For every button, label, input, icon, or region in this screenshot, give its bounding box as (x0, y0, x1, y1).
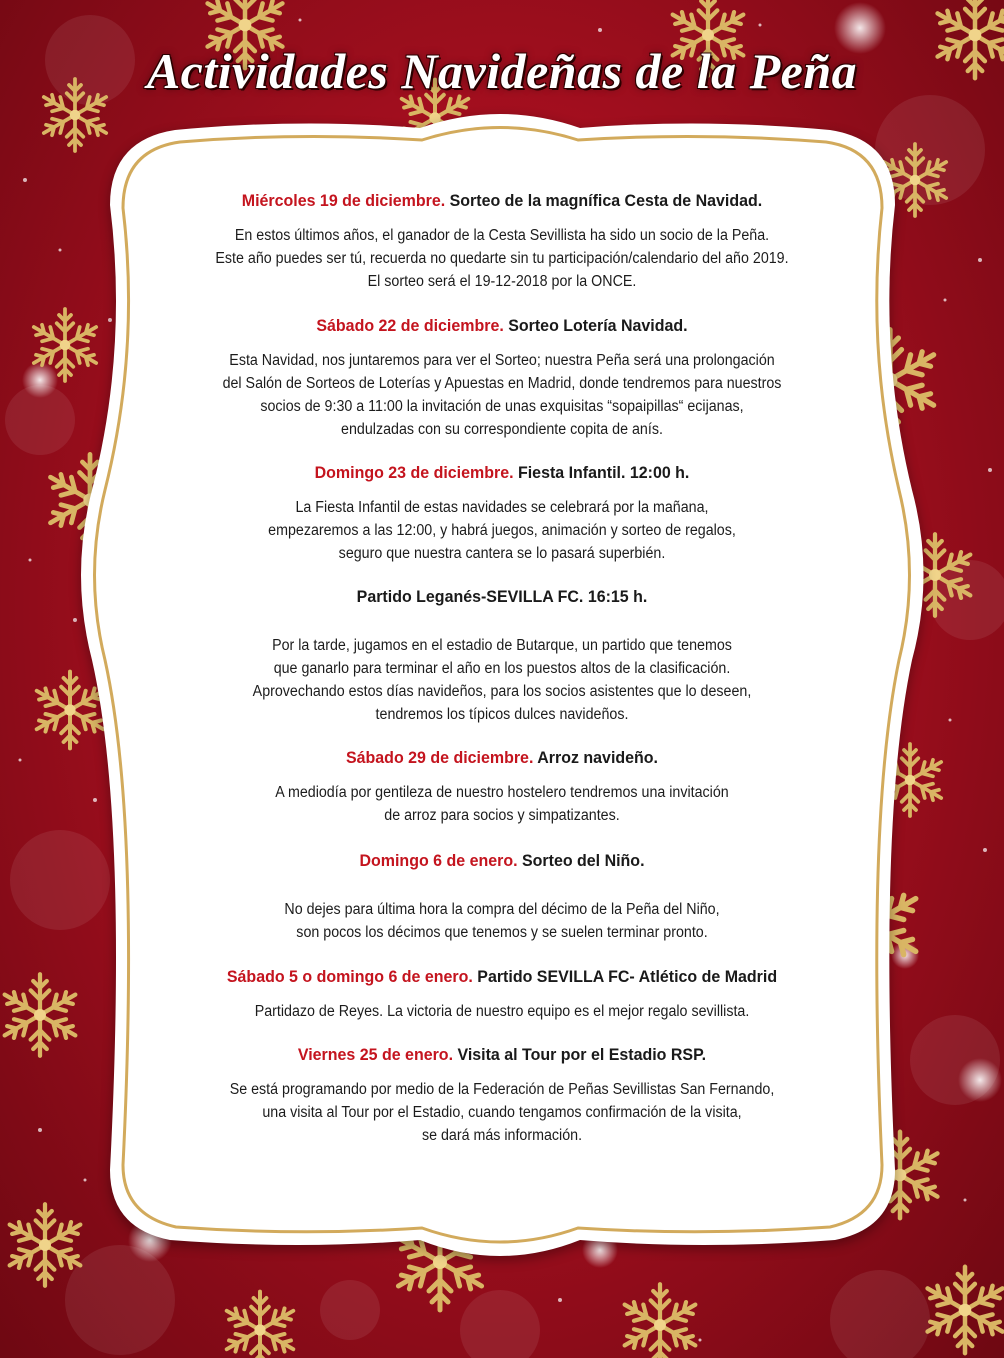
event-title: Sorteo del Niño. (521, 851, 645, 870)
event-title: Arroz navideño. (537, 748, 658, 767)
event-date: Sábado 5 o domingo 6 de enero. (226, 967, 473, 986)
event-description: Esta Navidad, nos juntaremos para ver el Sorteo; nuestra Peña será una prolongación del Salón de Sorteos de Loterías y Apuestas en Madrid, donde tendremos para nuestros socios de 9:30 a 11:00 la invitación de unas exquisitas “sopaipillas“ ecijanas, endulzadas con su correspondiente copita de anís. (222, 352, 782, 438)
event-4 (160, 584, 844, 726)
event-date: Domingo 23 de diciembre. (314, 463, 514, 482)
event-heading (181, 313, 824, 339)
event-7 (160, 964, 844, 1023)
event-title: Visita al Tour por el Estadio RSP. (457, 1045, 707, 1064)
event-description: La Fiesta Infantil de estas navidades se celebrará por la mañana, empezaremos a las 12:00, y habrá juegos, animación y sorteo de regalos, seguro que nuestra cantera se lo pasará superbién. (268, 499, 736, 562)
event-2 (160, 313, 844, 441)
event-title: Sorteo Lotería Navidad. (508, 316, 688, 335)
event-description: Por la tarde, jugamos en el estadio de Butarque, un partido que tenemos que ganarlo para terminar el año en los puestos altos de la clasificación. Aprovechando estos días navideños, para los socios asistentes que lo deseen, tendremos los típicos dulces navideños. (252, 637, 752, 723)
event-title: Partido SEVILLA FC- Atlético de Madrid (477, 967, 778, 986)
event-description: No dejes para última hora la compra del décimo de la Peña del Niño, son pocos los décimos que tenemos y se suelen terminar pronto. (284, 901, 720, 941)
event-date: Sábado 22 de diciembre. (316, 316, 504, 335)
event-heading (181, 188, 824, 214)
event-description: Partidazo de Reyes. La victoria de nuestro equipo es el mejor regalo sevillista. (254, 1003, 750, 1020)
event-title: Fiesta Infantil. 12:00 h. (517, 463, 690, 482)
event-5 (160, 745, 844, 827)
event-date: Miércoles 19 de diciembre. (241, 191, 446, 210)
event-date: Viernes 25 de enero. (297, 1045, 454, 1064)
event-3 (160, 460, 844, 565)
event-heading (181, 848, 824, 874)
event-heading (181, 584, 824, 610)
event-description: En estos últimos años, el ganador de la Cesta Sevillista ha sido un socio de la Peña. Este año puedes ser tú, recuerda no quedarte sin tu participación/calendario del año 2019. El sorteo será el 19-12-2018 por la ONCE. (215, 227, 789, 290)
event-1 (160, 188, 844, 293)
event-title: Partido Leganés-SEVILLA FC. 16:15 h. (356, 587, 648, 606)
event-heading (181, 1042, 824, 1068)
event-date: Domingo 6 de enero. (359, 851, 518, 870)
event-heading (181, 964, 824, 990)
event-date: Sábado 29 de diciembre. (345, 748, 534, 767)
event-8 (160, 1042, 844, 1147)
page-title: Actividades Navideñas de la Peña (146, 43, 858, 99)
event-description: A mediodía por gentileza de nuestro hostelero tendremos una invitación de arroz para socios y simpatizantes. (275, 784, 729, 824)
event-heading (181, 460, 824, 486)
event-heading (181, 745, 824, 771)
event-title: Sorteo de la magnífica Cesta de Navidad. (449, 191, 763, 210)
events-list (160, 188, 844, 1147)
event-description: Se está programando por medio de la Federación de Peñas Sevillistas San Fernando, una visita al Tour por el Estadio, cuando tengamos confirmación de la visita, se dará más información. (229, 1081, 775, 1144)
event-6 (160, 848, 844, 944)
